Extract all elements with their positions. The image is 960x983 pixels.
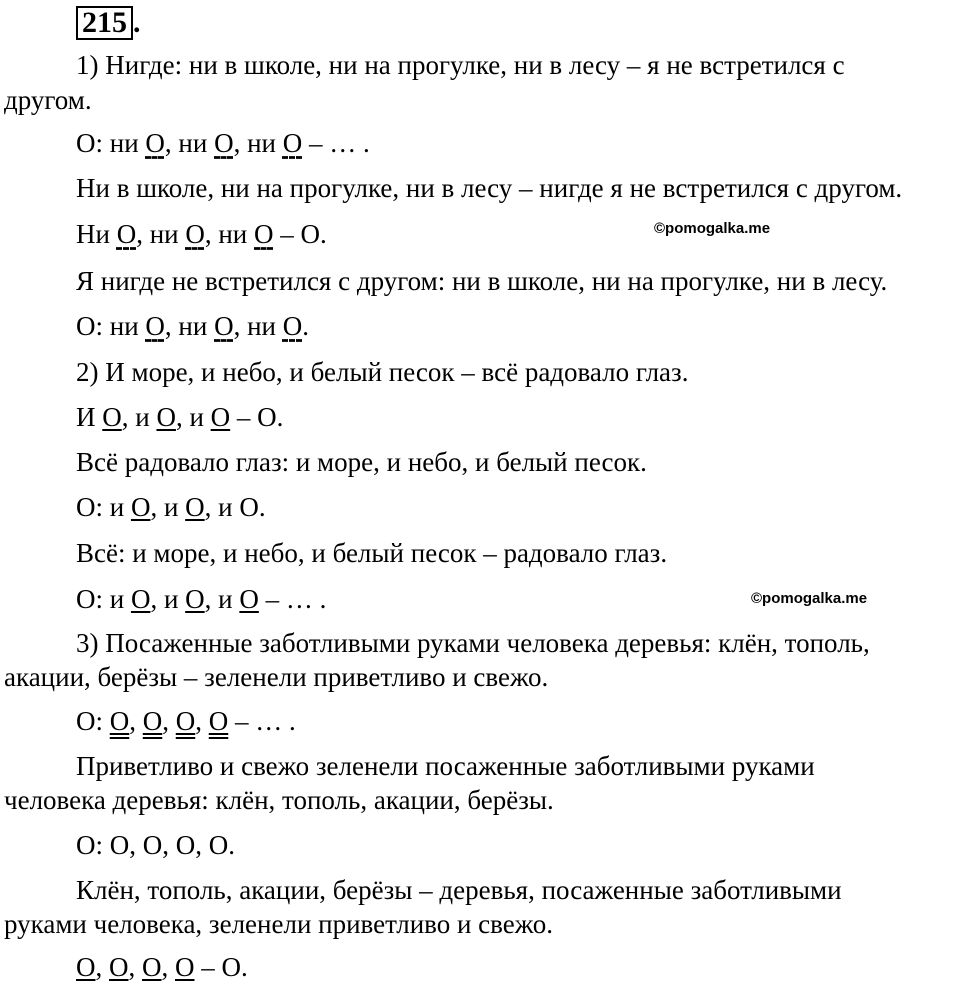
scheme-text: Ни — [76, 219, 117, 249]
scheme-text: , и — [121, 402, 157, 432]
scheme-text: , — [129, 706, 143, 736]
scheme-text: О: и — [76, 492, 131, 522]
homogeneous-member: О — [208, 706, 229, 736]
scheme-text: , — [95, 952, 109, 982]
homogeneous-member: О — [185, 584, 205, 614]
homogeneous-member: О — [282, 128, 303, 158]
scheme-text: . — [302, 311, 309, 341]
scheme-text: , — [128, 952, 142, 982]
scheme-text: , и — [204, 584, 240, 614]
scheme-text: О: ни — [76, 311, 146, 341]
scheme-text: – О. — [273, 219, 327, 249]
scheme-line-6 — [76, 583, 326, 615]
homogeneous-member: О — [239, 584, 259, 614]
text-line-3: Ни в школе, ни на прогулке, ни в лесу – нигде я не встретился с другом. — [76, 173, 903, 203]
text-line-9: акации, берёзы – зеленели приветливо и свежо. — [4, 662, 549, 692]
scheme-line-8: О: О, О, О, О. — [76, 830, 235, 860]
scheme-text: , ни — [233, 128, 283, 158]
scheme-text: , и О. — [204, 492, 266, 522]
scheme-text: , — [195, 706, 209, 736]
text-line-8: 3) Посаженные заботливыми руками человека деревья: клён, тополь, — [76, 628, 870, 658]
watermark: ©pomogalka.me — [751, 590, 868, 607]
scheme-text: , и — [175, 402, 211, 432]
scheme-text: – … . — [228, 706, 296, 736]
scheme-text: – О. — [230, 402, 284, 432]
homogeneous-member: О — [130, 584, 151, 614]
scheme-text: , ни — [164, 311, 215, 341]
homogeneous-member: О — [145, 128, 165, 158]
scheme-text: – … . — [302, 128, 370, 158]
scheme-text: – … . — [258, 584, 327, 614]
text-line-13: руками человека, зеленели приветливо и свежо. — [4, 909, 553, 939]
homogeneous-member: О — [214, 128, 234, 158]
text-line-5: 2) И море, и небо, и белый песок – всё радовало глаз. — [76, 357, 689, 387]
scheme-line-1 — [76, 127, 370, 159]
text-line-7: Всё: и море, и небо, и белый песок – радовало глаз. — [76, 538, 668, 568]
scheme-text: , ни — [233, 311, 283, 341]
scheme-text: , — [161, 952, 175, 982]
text-line-10: Приветливо и свежо зеленели посаженные заботливыми руками — [76, 751, 815, 781]
scheme-text: , ни — [164, 128, 215, 158]
text-line-11: человека деревья: клён, тополь, акации, берёзы. — [4, 785, 554, 815]
scheme-text: О: и — [76, 584, 131, 614]
scheme-text: И — [76, 402, 103, 432]
scheme-text: О: — [76, 706, 110, 736]
task-number — [76, 6, 141, 40]
text-line-1: 1) Нигде: ни в школе, ни на прогулке, ни в лесу – я не встретился с — [76, 50, 845, 80]
homogeneous-member: О — [210, 402, 231, 432]
homogeneous-member: О — [142, 706, 163, 736]
scheme-text: , ни — [204, 219, 255, 249]
homogeneous-member: О — [116, 219, 137, 249]
scheme-line-3 — [76, 310, 309, 342]
scheme-line-5 — [76, 491, 266, 523]
watermark: ©pomogalka.me — [654, 220, 771, 237]
scheme-text: , — [162, 706, 176, 736]
scheme-line-9 — [76, 951, 248, 983]
homogeneous-member: О — [76, 952, 96, 982]
task-number-dot: . — [133, 6, 141, 39]
text-line-4: Я нигде не встретился с другом: ни в школе, ни на прогулке, ни в лесу. — [76, 266, 888, 296]
homogeneous-member: О — [145, 311, 165, 341]
homogeneous-member: О — [254, 219, 274, 249]
scheme-text: О: ни — [76, 128, 146, 158]
task-number-box: 215 — [76, 6, 133, 40]
homogeneous-member: О — [214, 311, 234, 341]
scheme-text: , и — [150, 492, 186, 522]
homogeneous-member: О — [185, 219, 205, 249]
text-line-6: Всё радовало глаз: и море, и небо, и белый песок. — [76, 447, 647, 477]
text-line-2: другом. — [4, 85, 92, 115]
scheme-line-2 — [76, 218, 327, 250]
homogeneous-member: О — [185, 492, 205, 522]
homogeneous-member: О — [175, 952, 195, 982]
homogeneous-member: О — [282, 311, 303, 341]
homogeneous-member: О — [102, 402, 122, 432]
homogeneous-member: О — [130, 492, 151, 522]
scheme-line-7 — [76, 705, 296, 737]
scheme-text: , и — [150, 584, 186, 614]
scheme-line-4 — [76, 401, 283, 433]
homogeneous-member: О — [142, 952, 162, 982]
homogeneous-member: О — [175, 706, 196, 736]
homogeneous-member: О — [109, 706, 130, 736]
homogeneous-member: О — [109, 952, 129, 982]
text-line-12: Клён, тополь, акации, берёзы – деревья, посаженные заботливыми — [76, 875, 842, 905]
scheme-text: – О. — [194, 952, 248, 982]
scheme-text: , ни — [136, 219, 186, 249]
homogeneous-member: О — [156, 402, 176, 432]
